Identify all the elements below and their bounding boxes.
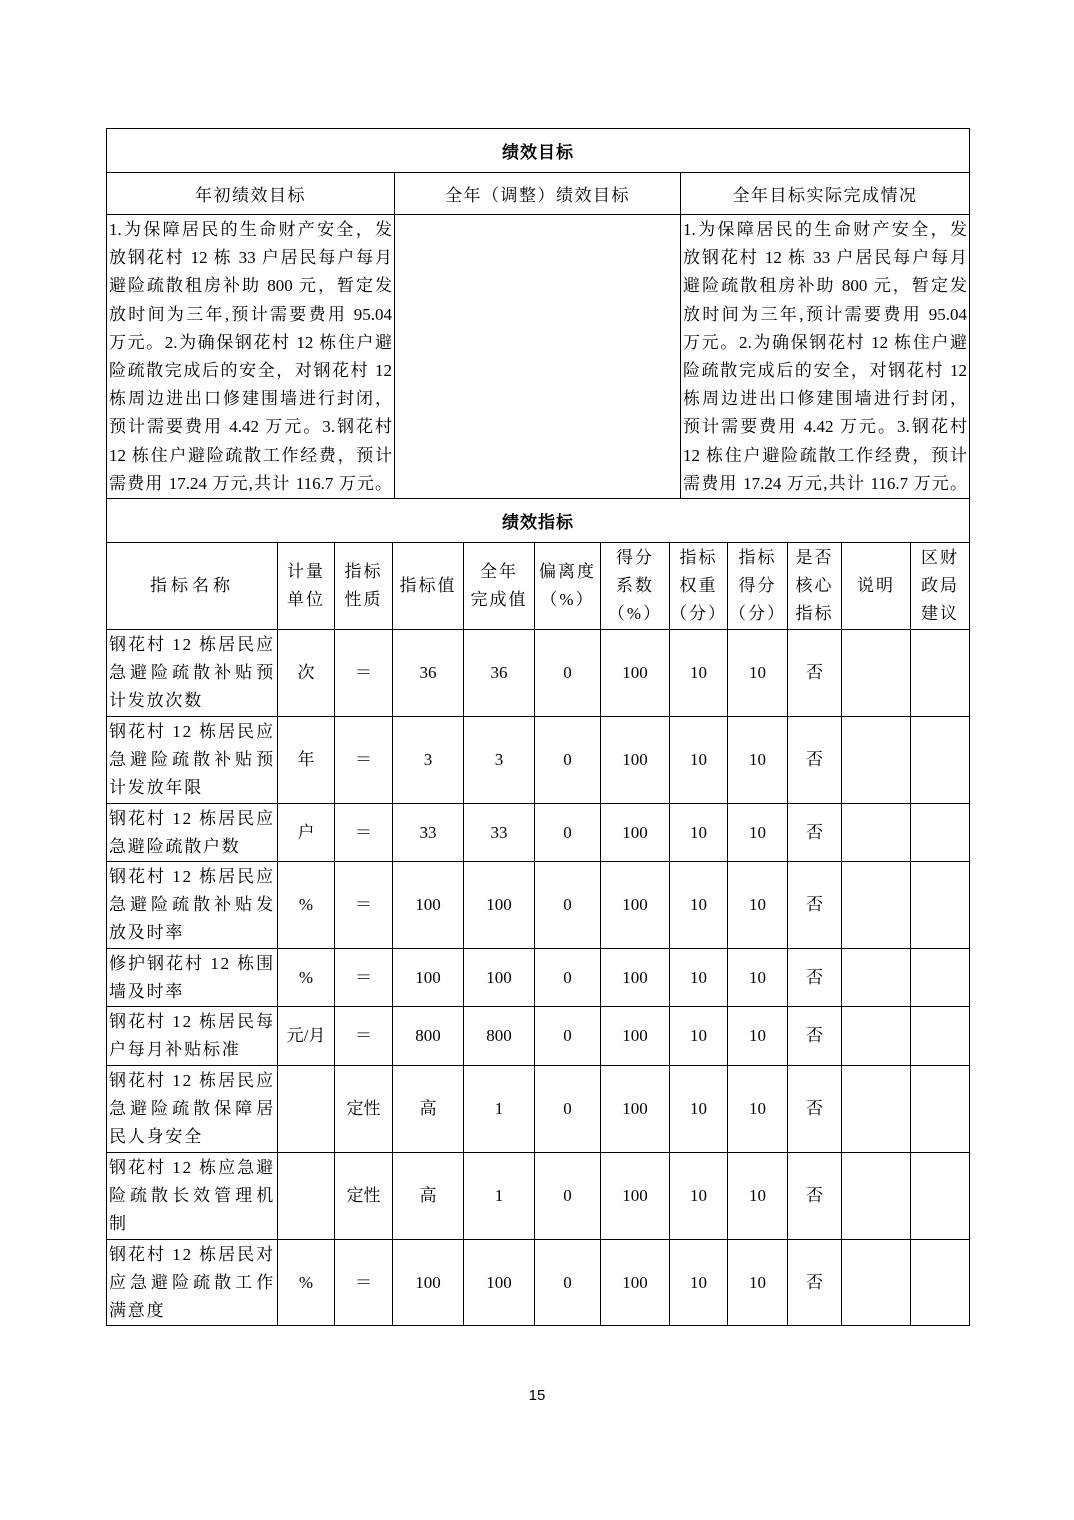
bureau-advice-cell — [911, 804, 970, 862]
nature-cell: ＝ — [335, 1240, 393, 1326]
score-cell: 10 — [728, 1066, 788, 1153]
deviation-cell: 0 — [535, 1240, 601, 1326]
nature-cell: ＝ — [335, 862, 393, 949]
goals-title-row — [107, 129, 970, 173]
header-weight: 指标 权重 （分） — [670, 543, 728, 630]
goal-text-line: 1.为保障居民的生命财产安全，发 — [109, 220, 392, 239]
goal-text-line: 1.为保障居民的生命财产安全，发 — [683, 220, 968, 239]
weight-cell: 10 — [670, 1240, 728, 1326]
target-value-cell: 800 — [393, 1007, 464, 1066]
note-cell — [842, 862, 911, 949]
header-nature: 指标 性质 — [335, 543, 393, 630]
table-row — [107, 804, 970, 862]
goal-text-line: 万元。2.为确保钢花村 12 栋住户避 — [683, 332, 968, 352]
score-coefficient-cell: 100 — [601, 1153, 670, 1240]
score-coefficient-cell: 100 — [601, 1007, 670, 1066]
goal-text-line: 栋周边进出口修建围墙进行封闭， — [109, 389, 392, 409]
unit-cell — [278, 1153, 335, 1240]
unit-cell: 次 — [278, 630, 335, 717]
header-score-coefficient: 得分 系数 （%） — [601, 543, 670, 630]
goal-text-line: 放时间为三年,预计需要费用 95.04 — [683, 304, 968, 324]
header-score: 指标 得分 （分） — [728, 543, 788, 630]
deviation-cell: 0 — [535, 630, 601, 717]
core-indicator-cell: 否 — [788, 1066, 842, 1153]
indicator-name: 钢花村 12 栋居民应急避险疏散补贴预计发放次数 — [107, 630, 278, 717]
note-cell — [842, 949, 911, 1007]
header-actual-value: 全年 完成值 — [464, 543, 535, 630]
deviation-cell: 0 — [535, 1007, 601, 1066]
actual-value-cell: 100 — [464, 862, 535, 949]
table-row — [107, 1007, 970, 1066]
unit-cell: % — [278, 949, 335, 1007]
table-row — [107, 717, 970, 804]
nature-cell: ＝ — [335, 949, 393, 1007]
note-cell — [842, 1153, 911, 1240]
indicator-name: 钢花村 12 栋居民应急避险疏散户数 — [107, 804, 278, 862]
unit-cell: 户 — [278, 804, 335, 862]
header-target-value: 指标值 — [393, 543, 464, 630]
score-coefficient-cell: 100 — [601, 949, 670, 1007]
table-row — [107, 630, 970, 717]
table-row — [107, 862, 970, 949]
goal-text-line: 险疏散完成后的安全，对钢花村 12 — [109, 360, 392, 380]
score-coefficient-cell: 100 — [601, 717, 670, 804]
core-indicator-cell: 否 — [788, 717, 842, 804]
score-coefficient-cell: 100 — [601, 630, 670, 717]
page-number: 15 — [528, 1387, 546, 1404]
header-indicator-name: 指标名称 — [107, 543, 278, 630]
indicator-name: 钢花村 12 栋居民应急避险疏散补贴预计发放年限 — [107, 717, 278, 804]
note-cell — [842, 1240, 911, 1326]
actual-value-cell: 1 — [464, 1153, 535, 1240]
table-row — [107, 1153, 970, 1240]
note-cell — [842, 630, 911, 717]
table-row — [107, 1066, 970, 1153]
indicator-name: 钢花村 12 栋居民对应急避险疏散工作满意度 — [107, 1240, 278, 1326]
target-value-cell: 3 — [393, 717, 464, 804]
unit-cell: % — [278, 1240, 335, 1326]
note-cell — [842, 1066, 911, 1153]
goal-text-line: 栋周边进出口修建围墙进行封闭， — [683, 389, 968, 409]
target-value-cell: 100 — [393, 1240, 464, 1326]
actual-value-cell: 1 — [464, 1066, 535, 1153]
bureau-advice-cell — [911, 1240, 970, 1326]
header-core-indicator: 是否 核心 指标 — [788, 543, 842, 630]
goals-header-row — [107, 173, 970, 215]
actual-value-cell: 36 — [464, 630, 535, 717]
target-value-cell: 高 — [393, 1066, 464, 1153]
indicator-name: 修护钢花村 12 栋围墙及时率 — [107, 949, 278, 1007]
nature-cell: ＝ — [335, 717, 393, 804]
header-note: 说明 — [842, 543, 911, 630]
target-value-cell: 高 — [393, 1153, 464, 1240]
unit-cell — [278, 1066, 335, 1153]
core-indicator-cell: 否 — [788, 630, 842, 717]
bureau-advice-cell — [911, 949, 970, 1007]
score-coefficient-cell: 100 — [601, 862, 670, 949]
indicator-name: 钢花村 12 栋应急避险疏散长效管理机制 — [107, 1153, 278, 1240]
header-bureau-advice: 区财 政局 建议 — [911, 543, 970, 630]
core-indicator-cell: 否 — [788, 1153, 842, 1240]
goals-table — [106, 128, 970, 499]
actual-value-cell: 100 — [464, 949, 535, 1007]
goals-section-title: 绩效目标 — [107, 129, 970, 173]
score-coefficient-cell: 100 — [601, 804, 670, 862]
score-cell: 10 — [728, 1240, 788, 1326]
score-coefficient-cell: 100 — [601, 1240, 670, 1326]
indicators-table — [106, 498, 970, 1326]
goal-text-line: 放时间为三年,预计需要费用 95.04 — [109, 304, 392, 324]
bureau-advice-cell — [911, 1066, 970, 1153]
indicator-name: 钢花村 12 栋居民每户每月补贴标准 — [107, 1007, 278, 1066]
core-indicator-cell: 否 — [788, 804, 842, 862]
score-cell: 10 — [728, 949, 788, 1007]
score-cell: 10 — [728, 630, 788, 717]
nature-cell: 定性 — [335, 1066, 393, 1153]
target-value-cell: 36 — [393, 630, 464, 717]
table-row — [107, 949, 970, 1007]
deviation-cell: 0 — [535, 1153, 601, 1240]
actual-goals-header: 全年目标实际完成情况 — [681, 173, 970, 215]
nature-cell: ＝ — [335, 1007, 393, 1066]
actual-value-cell: 100 — [464, 1240, 535, 1326]
bureau-advice-cell — [911, 630, 970, 717]
score-cell: 10 — [728, 1153, 788, 1240]
actual-value-cell: 800 — [464, 1007, 535, 1066]
goals-body-row — [107, 215, 970, 499]
goal-text-line: 避险疏散租房补助 800 元，暂定发 — [109, 276, 392, 296]
bureau-advice-cell — [911, 717, 970, 804]
weight-cell: 10 — [670, 804, 728, 862]
goal-text-line: 12 栋住户避险疏散工作经费，预计 — [683, 445, 968, 465]
weight-cell: 10 — [670, 630, 728, 717]
actual-value-cell: 33 — [464, 804, 535, 862]
deviation-cell: 0 — [535, 804, 601, 862]
unit-cell: 元/月 — [278, 1007, 335, 1066]
target-value-cell: 100 — [393, 862, 464, 949]
adjusted-goals-header: 全年（调整）绩效目标 — [395, 173, 681, 215]
indicator-name: 钢花村 12 栋居民应急避险疏散保障居民人身安全 — [107, 1066, 278, 1153]
core-indicator-cell: 否 — [788, 862, 842, 949]
weight-cell: 10 — [670, 717, 728, 804]
weight-cell: 10 — [670, 1153, 728, 1240]
weight-cell: 10 — [670, 1066, 728, 1153]
indicators-title-row — [107, 499, 970, 543]
score-cell: 10 — [728, 804, 788, 862]
core-indicator-cell: 否 — [788, 1240, 842, 1326]
weight-cell: 10 — [670, 949, 728, 1007]
table-row — [107, 1240, 970, 1326]
bureau-advice-cell — [911, 1153, 970, 1240]
score-cell: 10 — [728, 862, 788, 949]
goal-text-line: 预计需要费用 4.42 万元。3.钢花村 — [683, 417, 968, 437]
note-cell — [842, 717, 911, 804]
goal-text-line: 12 栋住户避险疏散工作经费，预计 — [109, 445, 392, 465]
bureau-advice-cell — [911, 862, 970, 949]
deviation-cell: 0 — [535, 717, 601, 804]
goal-text-line: 需费用 17.24 万元,共计 116.7 万元。 — [683, 473, 968, 493]
indicator-name: 钢花村 12 栋居民应急避险疏散补贴发放及时率 — [107, 862, 278, 949]
indicators-header-row — [107, 543, 970, 630]
goal-text-line: 预计需要费用 4.42 万元。3.钢花村 — [109, 417, 392, 437]
nature-cell: ＝ — [335, 804, 393, 862]
actual-goals-cell — [681, 215, 970, 499]
header-unit: 计量 单位 — [278, 543, 335, 630]
weight-cell: 10 — [670, 862, 728, 949]
performance-tables — [106, 128, 969, 1326]
score-cell: 10 — [728, 1007, 788, 1066]
target-value-cell: 100 — [393, 949, 464, 1007]
unit-cell: % — [278, 862, 335, 949]
goal-text-line: 险疏散完成后的安全，对钢花村 12 — [683, 360, 968, 380]
goal-text-line: 需费用 17.24 万元,共计 116.7 万元。 — [109, 473, 392, 493]
note-cell — [842, 804, 911, 862]
score-coefficient-cell: 100 — [601, 1066, 670, 1153]
initial-goals-header: 年初绩效目标 — [107, 173, 395, 215]
weight-cell: 10 — [670, 1007, 728, 1066]
goal-text-line: 万元。2.为确保钢花村 12 栋住户避 — [109, 332, 392, 352]
goal-text-line: 放钢花村 12 栋 33 户居民每户每月 — [683, 248, 968, 268]
score-cell: 10 — [728, 717, 788, 804]
bureau-advice-cell — [911, 1007, 970, 1066]
deviation-cell: 0 — [535, 862, 601, 949]
goal-text-line: 放钢花村 12 栋 33 户居民每户每月 — [109, 248, 392, 268]
indicators-section-title: 绩效指标 — [107, 499, 970, 543]
initial-goals-cell — [107, 215, 395, 499]
core-indicator-cell: 否 — [788, 949, 842, 1007]
actual-value-cell: 3 — [464, 717, 535, 804]
header-deviation: 偏离度 （%） — [535, 543, 601, 630]
nature-cell: 定性 — [335, 1153, 393, 1240]
nature-cell: ＝ — [335, 630, 393, 717]
unit-cell: 年 — [278, 717, 335, 804]
goal-text-line: 避险疏散租房补助 800 元，暂定发 — [683, 276, 968, 296]
deviation-cell: 0 — [535, 1066, 601, 1153]
note-cell — [842, 1007, 911, 1066]
deviation-cell: 0 — [535, 949, 601, 1007]
target-value-cell: 33 — [393, 804, 464, 862]
adjusted-goals-cell — [395, 215, 681, 499]
core-indicator-cell: 否 — [788, 1007, 842, 1066]
